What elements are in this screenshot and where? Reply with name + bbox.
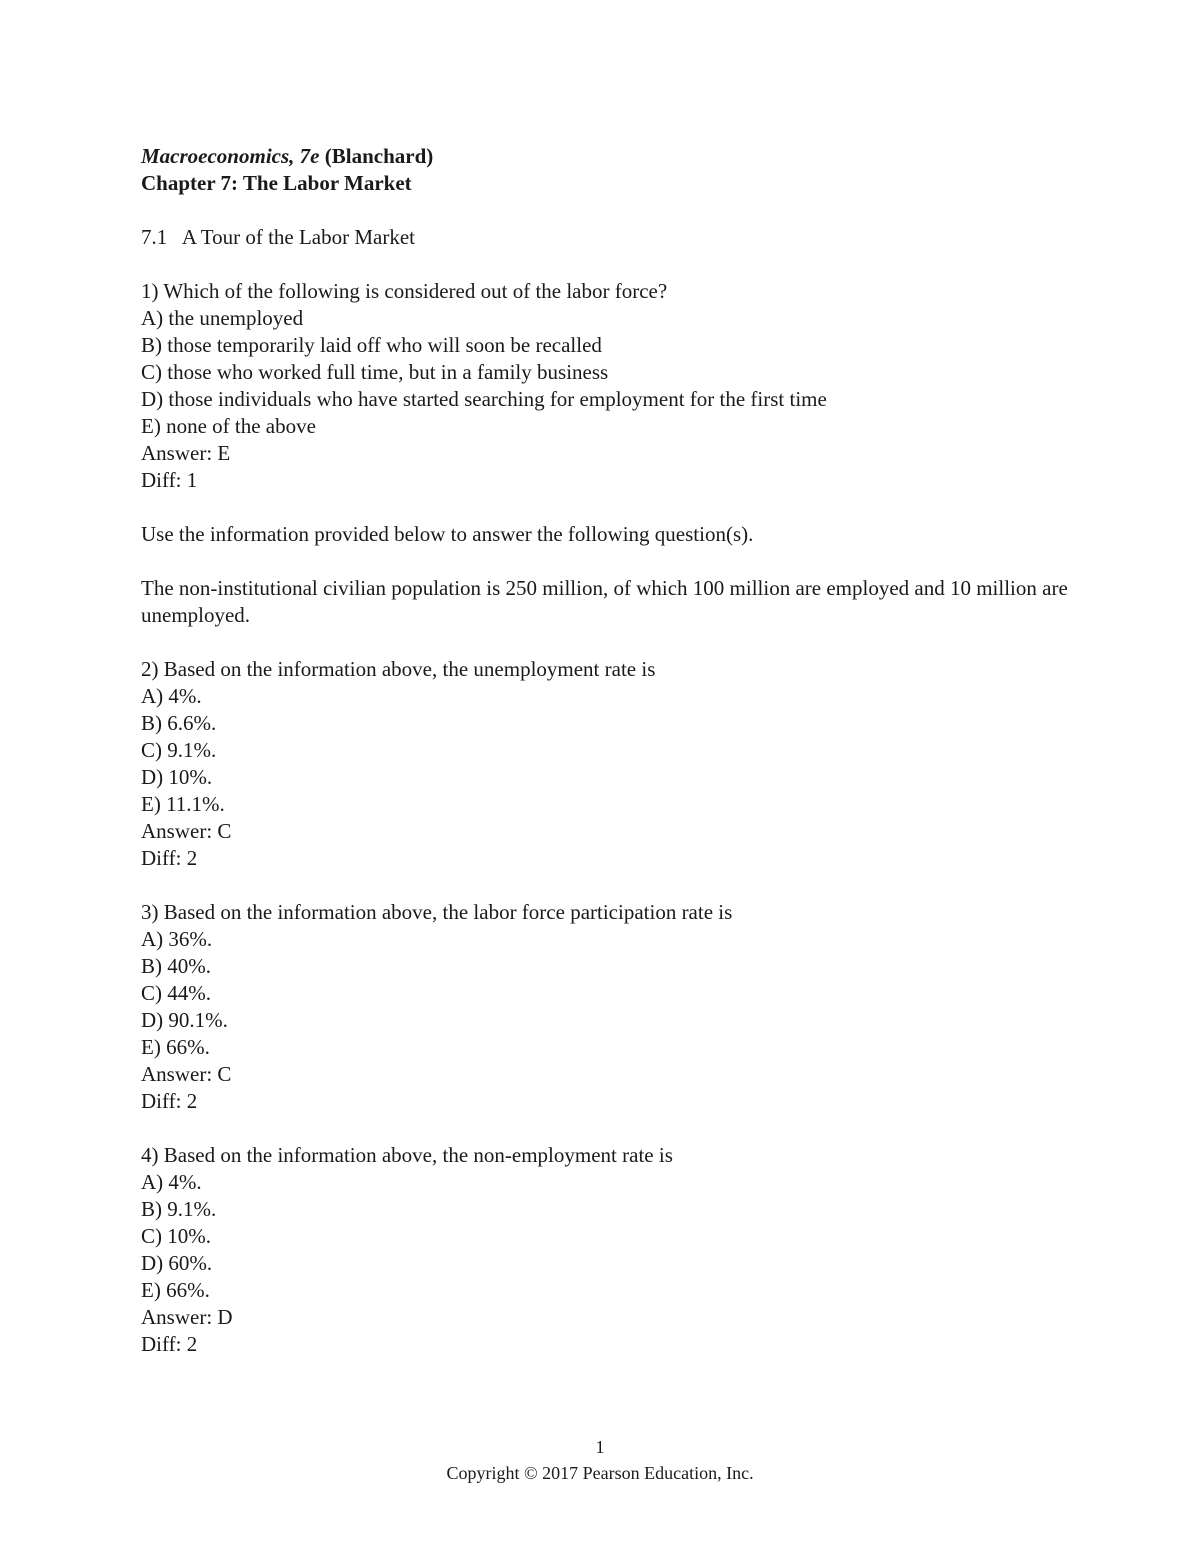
question-stem: 3) Based on the information above, the labor force participation rate is bbox=[141, 900, 733, 924]
choice-c: C) 9.1%. bbox=[141, 738, 217, 762]
answer: Answer: E bbox=[141, 441, 231, 465]
choice-b: B) 6.6%. bbox=[141, 711, 217, 735]
choice-c: C) 44%. bbox=[141, 981, 211, 1005]
choice-d: D) 10%. bbox=[141, 765, 213, 789]
answer: Answer: C bbox=[141, 819, 232, 843]
choice-d: D) 90.1%. bbox=[141, 1008, 228, 1032]
choice-a: A) the unemployed bbox=[141, 306, 304, 330]
question-3 bbox=[141, 899, 1081, 1115]
question-stem: 1) Which of the following is considered out of the labor force? bbox=[141, 279, 668, 303]
answer: Answer: C bbox=[141, 1062, 232, 1086]
choice-e: E) 11.1%. bbox=[141, 792, 225, 816]
choice-a: A) 4%. bbox=[141, 1170, 202, 1194]
question-stem: 4) Based on the information above, the non-employment rate is bbox=[141, 1143, 673, 1167]
choice-e: E) none of the above bbox=[141, 414, 316, 438]
choice-e: E) 66%. bbox=[141, 1278, 210, 1302]
book-title-line bbox=[141, 143, 1081, 170]
question-4 bbox=[141, 1142, 1081, 1358]
section-number: 7.1 bbox=[141, 225, 168, 249]
instruction-text: Use the information provided below to answer the following question(s). bbox=[141, 522, 754, 546]
choice-a: A) 36%. bbox=[141, 927, 213, 951]
page-number: 1 bbox=[595, 1437, 605, 1457]
section-heading bbox=[141, 224, 1081, 251]
book-title: Macroeconomics, 7e bbox=[141, 144, 320, 168]
question-1 bbox=[141, 278, 1081, 494]
document-page bbox=[141, 143, 1081, 1358]
question-stem: 2) Based on the information above, the unemployment rate is bbox=[141, 657, 656, 681]
choice-c: C) those who worked full time, but in a family business bbox=[141, 360, 609, 384]
choice-b: B) 9.1%. bbox=[141, 1197, 217, 1221]
choice-b: B) those temporarily laid off who will soon be recalled bbox=[141, 333, 602, 357]
choice-d: D) 60%. bbox=[141, 1251, 213, 1275]
book-author: (Blanchard) bbox=[324, 144, 434, 168]
section-title: A Tour of the Labor Market bbox=[181, 225, 416, 249]
difficulty: Diff: 1 bbox=[141, 468, 198, 492]
choice-d: D) those individuals who have started searching for employment for the first time bbox=[141, 387, 827, 411]
difficulty: Diff: 2 bbox=[141, 1332, 198, 1356]
choice-c: C) 10%. bbox=[141, 1224, 211, 1248]
question-2 bbox=[141, 656, 1081, 872]
difficulty: Diff: 2 bbox=[141, 1089, 198, 1113]
scenario-text: The non-institutional civilian population is 250 million, of which 100 million are employed and 10 million are unemployed. bbox=[141, 576, 1068, 627]
choice-e: E) 66%. bbox=[141, 1035, 210, 1059]
copyright-notice: Copyright © 2017 Pearson Education, Inc. bbox=[446, 1463, 754, 1483]
choice-b: B) 40%. bbox=[141, 954, 211, 978]
answer: Answer: D bbox=[141, 1305, 233, 1329]
chapter-title: Chapter 7: The Labor Market bbox=[141, 171, 412, 195]
choice-a: A) 4%. bbox=[141, 684, 202, 708]
difficulty: Diff: 2 bbox=[141, 846, 198, 870]
